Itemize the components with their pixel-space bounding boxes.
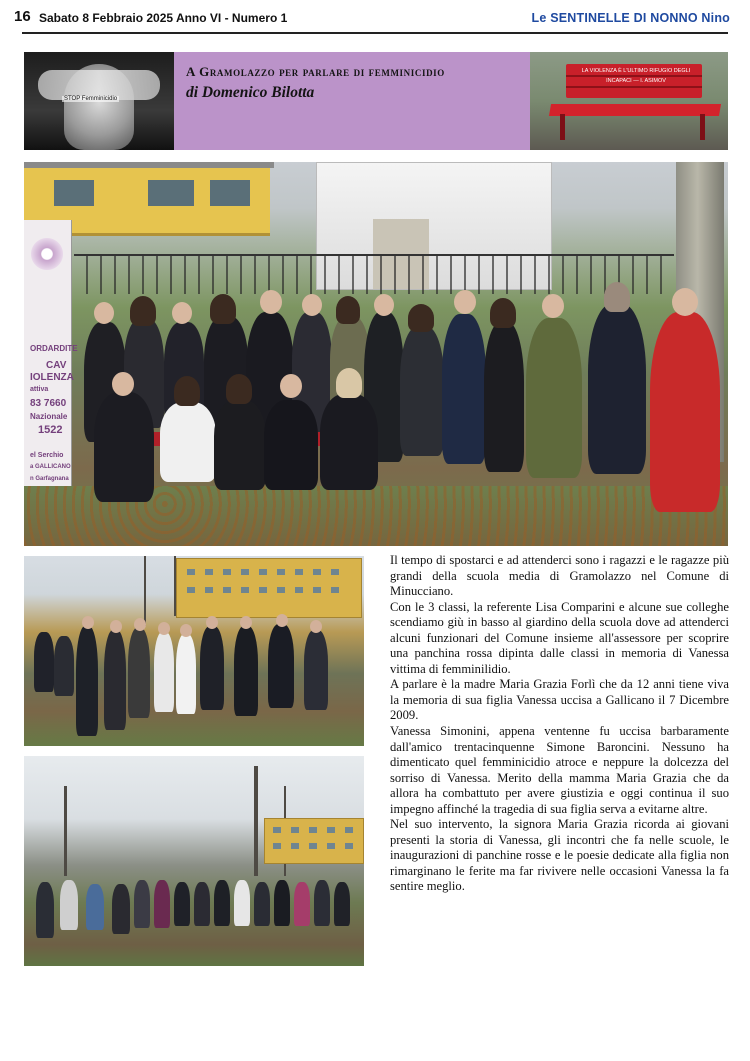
school-building-bottom	[264, 818, 364, 864]
article-body	[390, 553, 729, 895]
article-paragraph: Vanessa Simonini, appena ventenne fu uccisa barbaramente dall'amico trentacinquenne Simone Baroncini. Nessuno ha dimenticato quel femminicidio atroce e neppure la dolcezza del sorriso di Vanessa. Merito della mamma Maria Grazia che da allora ha combattuto per avere giustizia e oggi continua il suo impegno affinché la tragedia di sua figlia serva a evitarne altre.	[390, 724, 729, 816]
students-reading-photo	[24, 556, 364, 746]
article-paragraph: Nel suo intervento, la signora Maria Grazia ricorda ai giovani presenti la storia di Vanessa, gli incontri che fa nelle scuole, le inaugurazioni di panchine rosse e le poesie dedicate alla figlia non rimarginano le ferite ma far rivivere nelle occasioni Vanessa la fa sentire meglio.	[390, 817, 729, 894]
banner-photo-stop-violence	[24, 52, 174, 150]
article-paragraph: Il tempo di spostarci e ad attenderci sono i ragazzi e le ragazze più grandi della scuola media di Gramolazzo nel Comune di Minucciano.	[390, 553, 729, 599]
issue-info: Sabato 8 Febbraio 2025 Anno VI - Numero 1	[39, 11, 288, 25]
article-paragraph: Con le 3 classi, la referente Lisa Comparini e alcune sue colleghe scendiamo giù in basso al giardino della scuola dove ad attenderci alcuni funzionari del Comune insieme all'assessore per scoprire una panchina rossa dipinta dalle classi in memoria di Vanessa vittima di femminilidio.	[390, 599, 729, 676]
school-building-mid	[176, 558, 362, 618]
students-group-bottom	[30, 874, 360, 944]
main-group-photo	[24, 162, 728, 546]
rollup-banner: ORDARDITE CAV IOLENZA attiva 83 7660 Nazionale 1522 el Serchio a GALLICANO n Garfagnana	[24, 220, 72, 488]
article-author: di Domenico Bilotta	[186, 84, 315, 101]
article-title: A Gramolazzo per parlare di femminicidio	[186, 64, 445, 79]
crowd-of-students	[64, 282, 724, 502]
banner-headline-block	[186, 64, 516, 102]
masthead-rule	[22, 32, 728, 34]
page-number: 16	[14, 8, 31, 25]
stop-femminicidio-text: STOP Femminicidio	[64, 96, 118, 102]
article-paragraph: A parlare è la madre Maria Grazia Forlì che da 12 anni tiene viva la memoria di sua figlia Vanessa uccisa a Gallicano il 7 Dicembre 2009.	[390, 677, 729, 723]
publication-name: Le SENTINELLE DI NONNO Nino	[531, 11, 730, 25]
masthead	[10, 8, 730, 30]
students-group-mid	[24, 616, 364, 746]
students-line-photo	[24, 756, 364, 966]
article-banner	[24, 52, 728, 150]
banner-photo-red-bench	[530, 52, 728, 150]
bench-inscription: LA VIOLENZA È L'ULTIMO RIFUGIO DEGLI INCAPACI — I. ASIMOV	[581, 68, 691, 84]
